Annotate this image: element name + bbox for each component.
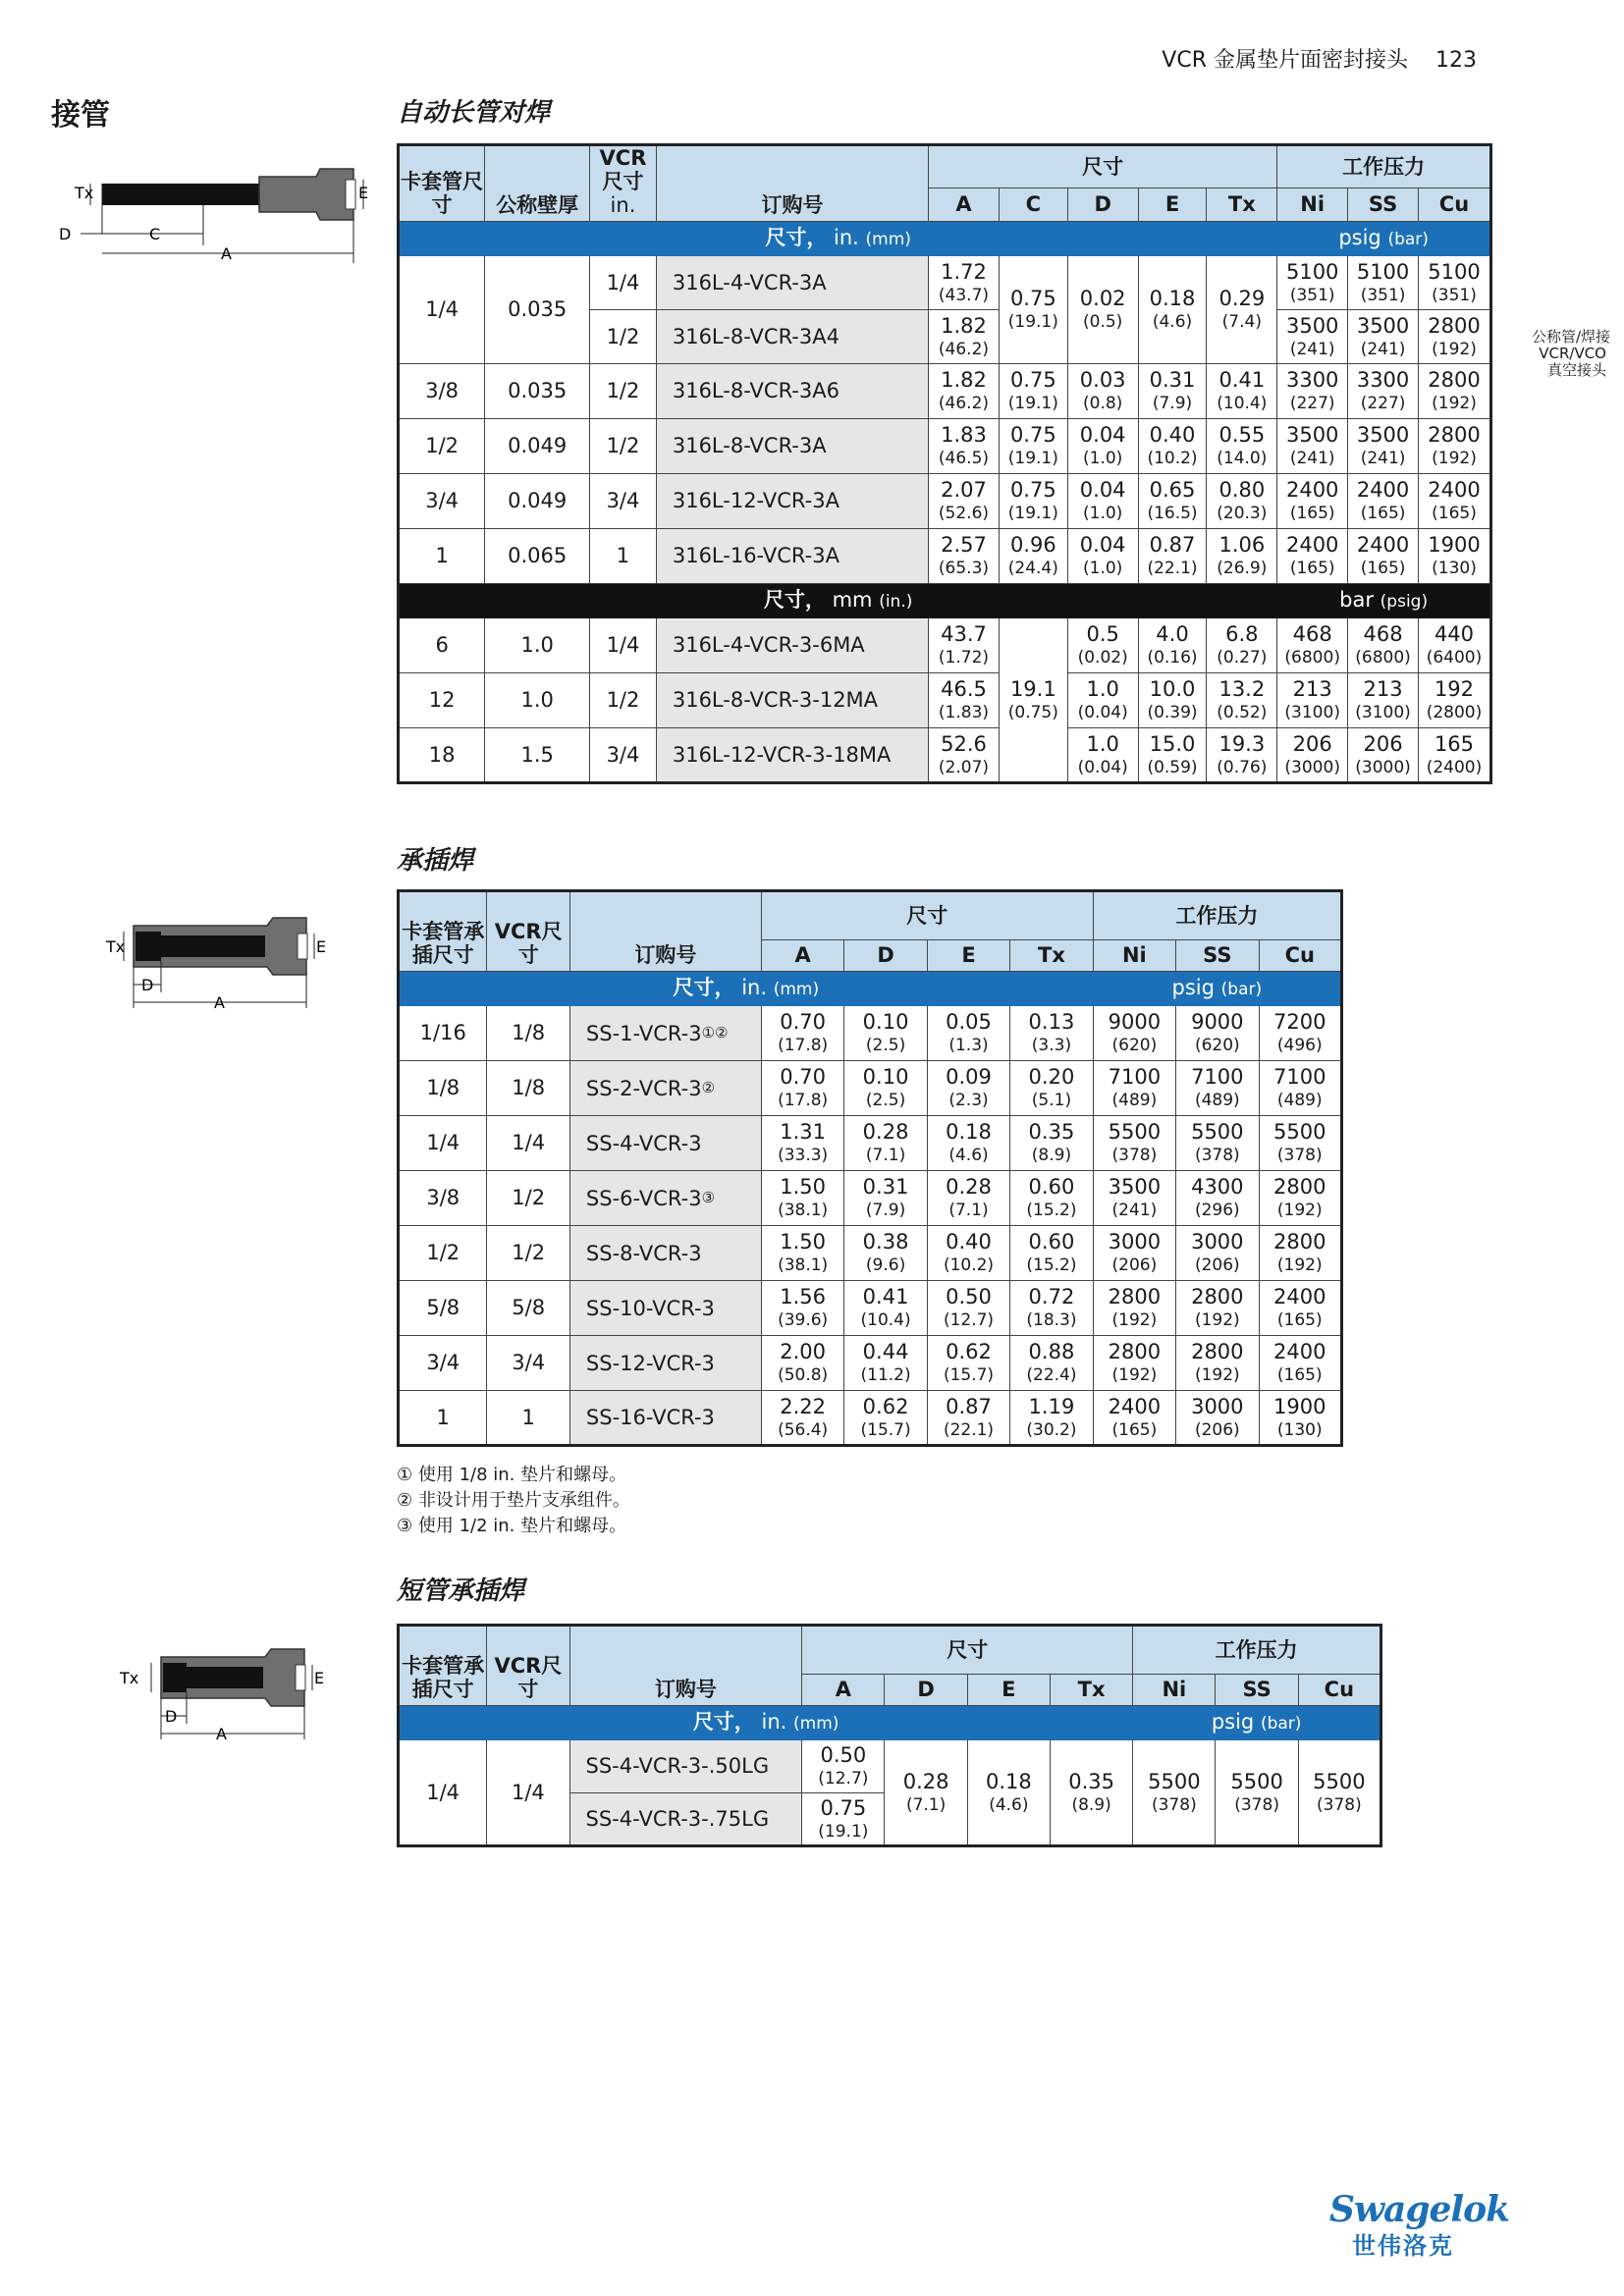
col-vcr-size: VCR尺寸 in.	[590, 145, 657, 222]
col-ni: Ni	[1277, 188, 1348, 222]
dim-c-label: C	[149, 225, 161, 243]
side-tab-line: 真空接头	[1546, 361, 1606, 379]
col-ni: Ni	[1133, 1675, 1216, 1706]
table-row: 3/4 3/4 SS-12-VCR-3 2.00 (50.8) 0.44 (11.2) 0.62 (15.7) 0.88 (22.4) 2800 (192) 2800 (192) 2400 (165)	[399, 1336, 1342, 1391]
page-number: 123	[1435, 48, 1477, 73]
col-a: A	[929, 188, 1000, 222]
dim-d-label: D	[141, 976, 154, 994]
socket-weld-table	[397, 889, 1343, 1447]
col-group-dim: 尺寸	[802, 1626, 1133, 1675]
side-tab-line: VCR/VCO	[1539, 345, 1606, 362]
table-row: 1/2 316L-8-VCR-3A4 1.82 (46.2) 3500 (241) 3500 (241) 2800 (192)	[399, 310, 1491, 364]
dim-tx-label: Tx	[120, 1669, 139, 1687]
col-tube-size: 卡套管尺寸	[399, 145, 485, 222]
table-row: 6 1.0 1/4 316L-4-VCR-3-6MA 43.7 (1.72) 19.1 (0.75) 0.5 (0.02) 4.0 (0.16) 6.8 (0.27) 468 (6800) 468 (6800) 440 (6400)	[399, 618, 1491, 673]
col-ss: SS	[1176, 940, 1259, 972]
col-vcr-size: VCR尺寸	[487, 891, 569, 972]
socket-bore	[135, 932, 161, 961]
col-ss: SS	[1348, 188, 1419, 222]
col-tx: Tx	[1010, 940, 1093, 972]
dim-tx-label: Tx	[106, 937, 126, 956]
section-title: 接管	[51, 98, 110, 133]
unit-row-mm: 尺寸， mm (in.) bar (psig)	[399, 584, 1491, 618]
table3-title: 短管承插焊	[397, 1576, 525, 1606]
footnote: ① 使用 1/8 in. 垫片和螺母。	[397, 1465, 627, 1485]
short-socket-weld-fitting-drawing	[108, 1629, 334, 1747]
col-d: D	[885, 1675, 967, 1706]
table-row: 1/4 1/4 SS-4-VCR-3 1.31 (33.3) 0.28 (7.1) 0.18 (4.6) 0.35 (8.9) 5500 (378) 5500 (378) 5500 (378)	[399, 1116, 1342, 1171]
col-e: E	[927, 940, 1009, 972]
col-tx: Tx	[1050, 1675, 1132, 1706]
table-row: 1 1 SS-16-VCR-3 2.22 (56.4) 0.62 (15.7) 0.87 (22.1) 1.19 (30.2) 2400 (165) 3000 (206) 1900 (130)	[399, 1391, 1342, 1446]
col-ss: SS	[1216, 1675, 1298, 1706]
dim-e-label: E	[358, 184, 369, 202]
tube-body	[102, 184, 259, 205]
table-row: 1/2 1/2 SS-8-VCR-3 1.50 (38.1) 0.38 (9.6) 0.40 (10.2) 0.60 (15.2) 3000 (206) 3000 (206) 2800 (192)	[399, 1226, 1342, 1281]
butt-weld-fitting-drawing	[51, 147, 375, 265]
col-order: 订购号	[569, 891, 761, 972]
side-tab-line: 公称管/焊接	[1532, 328, 1611, 346]
table-row: 1/8 1/8 SS-2-VCR-3② 0.70 (17.8) 0.10 (2.5) 0.09 (2.3) 0.20 (5.1) 7100 (489) 7100 (489) 7100 (489)	[399, 1061, 1342, 1116]
col-c: C	[999, 188, 1067, 222]
col-a: A	[802, 1675, 885, 1706]
dim-a-label: A	[216, 1725, 227, 1743]
table-row: 1/2 0.049 1/2 316L-8-VCR-3A 1.83 (46.5) 0.75 (19.1) 0.04 (1.0) 0.40 (10.2) 0.55 (14.0) 3500 (241) 3500 (241) 2800 (192)	[399, 419, 1491, 474]
page-header	[1162, 43, 1477, 74]
col-order: 订购号	[569, 1626, 802, 1706]
col-group-dim: 尺寸	[929, 145, 1277, 188]
col-wall: 公称壁厚	[485, 145, 590, 222]
side-tab	[1532, 328, 1611, 379]
logo-cn: 世伟洛克	[1352, 2232, 1454, 2260]
col-group-pressure: 工作压力	[1093, 891, 1341, 940]
footnotes	[397, 1463, 630, 1539]
unit-row-inch: 尺寸， in. (mm) psig (bar)	[399, 1706, 1381, 1740]
swagelok-logo	[1329, 2189, 1510, 2261]
col-cu: Cu	[1298, 1675, 1380, 1706]
footnote: ② 非设计用于垫片支承组件。	[397, 1490, 630, 1511]
col-ni: Ni	[1093, 940, 1175, 972]
dim-tx-label: Tx	[75, 184, 94, 202]
gland-face	[346, 180, 355, 209]
logo-en: Swagelok	[1329, 2189, 1510, 2230]
dim-a-label: A	[214, 993, 225, 1012]
col-tube-size: 卡套管承插尺寸	[399, 1626, 487, 1706]
dim-e-label: E	[314, 1669, 325, 1687]
col-group-pressure: 工作压力	[1277, 145, 1491, 188]
col-e: E	[967, 1675, 1050, 1706]
unit-row-inch: 尺寸， in. (mm) psig (bar)	[399, 222, 1491, 256]
table-row: 1/4 0.035 1/4 316L-4-VCR-3A 1.72 (43.7) 0.75 (19.1) 0.02 (0.5) 0.18 (4.6) 0.29 (7.4) 5100 (351) 5100 (351) 5100 (351)	[399, 256, 1491, 310]
col-vcr-size: VCR尺寸	[487, 1626, 569, 1706]
col-tube-size: 卡套管承插尺寸	[399, 891, 487, 972]
table-row: 12 1.0 1/2 316L-8-VCR-3-12MA 46.5 (1.83) 1.0 (0.04) 10.0 (0.39) 13.2 (0.52) 213 (3100) 213 (3100) 192 (2800)	[399, 673, 1491, 728]
table1-title: 自动长管对焊	[397, 98, 551, 128]
gland-face	[296, 1665, 305, 1690]
socket-weld-fitting-drawing	[98, 898, 334, 1016]
gland-face	[298, 934, 307, 959]
table-row: 3/8 1/2 SS-6-VCR-3③ 1.50 (38.1) 0.31 (7.9) 0.28 (7.1) 0.60 (15.2) 3500 (241) 4300 (296) 2800 (192)	[399, 1171, 1342, 1226]
footnote: ③ 使用 1/2 in. 垫片和螺母。	[397, 1516, 627, 1536]
table-row: 1/16 1/8 SS-1-VCR-3①② 0.70 (17.8) 0.10 (2.5) 0.05 (1.3) 0.13 (3.3) 9000 (620) 9000 (620) 7200 (496)	[399, 1006, 1342, 1061]
table2-title: 承插焊	[397, 846, 474, 876]
dim-e-label: E	[316, 937, 327, 956]
col-d: D	[1067, 188, 1138, 222]
col-tx: Tx	[1207, 188, 1277, 222]
header-title: VCR 金属垫片面密封接头	[1162, 48, 1408, 73]
col-cu: Cu	[1259, 940, 1341, 972]
table-row: 3/8 0.035 1/2 316L-8-VCR-3A6 1.82 (46.2) 0.75 (19.1) 0.03 (0.8) 0.31 (7.9) 0.41 (10.4) 3300 (227) 3300 (227) 2800 (192)	[399, 364, 1491, 419]
table-row: 3/4 0.049 3/4 316L-12-VCR-3A 2.07 (52.6) 0.75 (19.1) 0.04 (1.0) 0.65 (16.5) 0.80 (20.3) 2400 (165) 2400 (165) 2400 (165)	[399, 474, 1491, 529]
col-group-pressure: 工作压力	[1133, 1626, 1381, 1675]
table-row: 18 1.5 3/4 316L-12-VCR-3-18MA 52.6 (2.07) 1.0 (0.04) 15.0 (0.59) 19.3 (0.76) 206 (3000) 206 (3000) 165 (2400)	[399, 728, 1491, 783]
table-row: 5/8 5/8 SS-10-VCR-3 1.56 (39.6) 0.41 (10.4) 0.50 (12.7) 0.72 (18.3) 2800 (192) 2800 (192) 2400 (165)	[399, 1281, 1342, 1336]
table-row: 1 0.065 1 316L-16-VCR-3A 2.57 (65.3) 0.96 (24.4) 0.04 (1.0) 0.87 (22.1) 1.06 (26.9) 2400 (165) 2400 (165) 1900 (130)	[399, 529, 1491, 584]
col-cu: Cu	[1418, 188, 1490, 222]
unit-row-inch: 尺寸， in. (mm) psig (bar)	[399, 972, 1342, 1006]
fitting-bore	[161, 935, 265, 957]
short-socket-weld-table	[397, 1624, 1382, 1847]
fitting-bore	[187, 1667, 263, 1688]
dim-a-label: A	[221, 244, 232, 263]
col-d: D	[844, 940, 927, 972]
dim-d-label: D	[59, 225, 72, 243]
col-e: E	[1138, 188, 1207, 222]
table-row: SS-4-VCR-3-.75LG 0.75 (19.1)	[399, 1793, 1381, 1846]
col-a: A	[761, 940, 843, 972]
dim-d-label: D	[165, 1707, 178, 1726]
butt-weld-table	[397, 143, 1492, 784]
socket-bore	[163, 1663, 187, 1692]
col-order: 订购号	[656, 145, 928, 222]
fitting-body	[259, 169, 353, 220]
table-row: 1/4 1/4 SS-4-VCR-3-.50LG 0.50 (12.7) 0.28 (7.1) 0.18 (4.6) 0.35 (8.9) 5500 (378) 5500 (378) 5500 (378)	[399, 1740, 1381, 1793]
col-group-dim: 尺寸	[761, 891, 1093, 940]
